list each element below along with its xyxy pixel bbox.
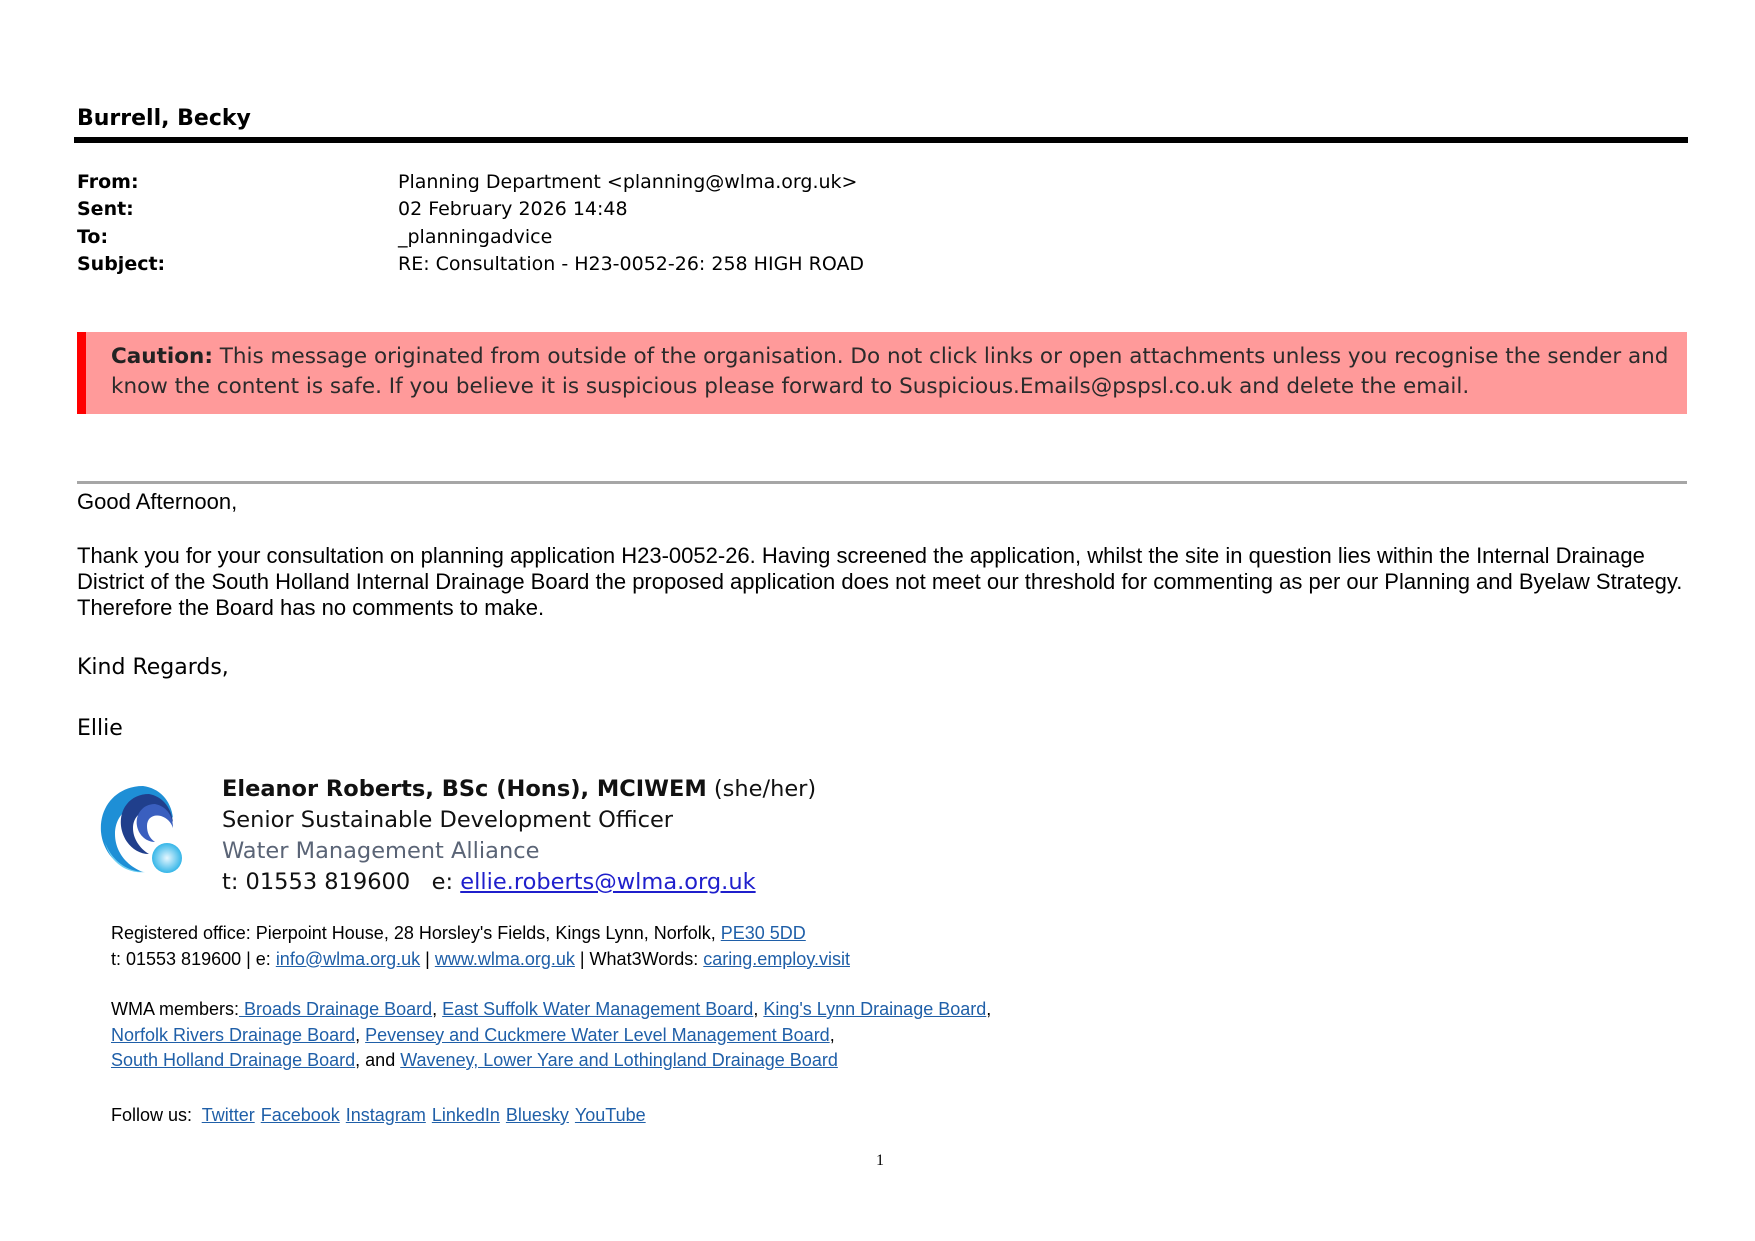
subject-value: RE: Consultation - H23-0052-26: 258 HIGH ROAD xyxy=(398,253,865,276)
and-text: , and xyxy=(355,1050,401,1070)
contact-line xyxy=(111,947,850,973)
to-value: _planningadvice xyxy=(398,225,553,248)
social-link-twitter[interactable]: Twitter xyxy=(201,1105,255,1125)
follow-label: Follow us: xyxy=(111,1105,202,1125)
social-link-bluesky[interactable]: Bluesky xyxy=(505,1105,569,1125)
member-link-east-suffolk[interactable]: East Suffolk Water Management Board xyxy=(442,999,754,1019)
email-signature xyxy=(222,774,816,898)
greeting: Good Afternoon, xyxy=(77,489,238,514)
social-link-linkedin[interactable]: LinkedIn xyxy=(431,1105,500,1125)
comma: , xyxy=(432,999,443,1019)
sent-row xyxy=(77,196,864,224)
signature-name: Eleanor Roberts, BSc (Hons), MCIWEM xyxy=(222,776,707,802)
member-link-broads[interactable]: Broads Drainage Board xyxy=(239,999,433,1019)
footer-office xyxy=(111,921,850,972)
what3words-link[interactable]: caring.employ.visit xyxy=(703,948,850,969)
signature-title: Senior Sustainable Development Officer xyxy=(222,807,674,833)
signature-email-prefix: e: xyxy=(431,869,461,895)
caution-label: Caution: xyxy=(111,344,213,369)
to-row xyxy=(77,223,864,251)
member-link-pevensey[interactable]: Pevensey and Cuckmere Water Level Management Board xyxy=(365,1024,830,1045)
members-line-2 xyxy=(111,1023,991,1049)
comma: , xyxy=(753,999,764,1019)
from-label: From: xyxy=(77,170,139,193)
signature-email-link[interactable]: ellie.roberts@wlma.org.uk xyxy=(460,869,756,895)
member-link-waveney[interactable]: Waveney, Lower Yare and Lothingland Drainage Board xyxy=(400,1050,838,1070)
footer-social xyxy=(111,1103,652,1129)
comma: , xyxy=(829,1024,835,1045)
to-label: To: xyxy=(77,225,109,248)
website-link[interactable]: www.wlma.org.uk xyxy=(434,948,575,969)
comma: , xyxy=(986,999,992,1019)
postcode-link[interactable]: PE30 5DD xyxy=(720,923,806,943)
signature-pronouns: (she/her) xyxy=(706,776,817,802)
signoff-name: Ellie xyxy=(77,716,123,741)
social-link-instagram[interactable]: Instagram xyxy=(345,1105,426,1125)
comma: , xyxy=(355,1024,366,1045)
email-header xyxy=(77,168,864,278)
contact-prefix: t: 01553 819600 | e: xyxy=(111,948,276,969)
from-row xyxy=(77,168,864,196)
from-value: Planning Department <planning@wlma.org.uk> xyxy=(398,170,858,193)
page-number: 1 xyxy=(876,1152,884,1169)
member-link-norfolk-rivers[interactable]: Norfolk Rivers Drainage Board xyxy=(111,1024,356,1045)
info-email-link[interactable]: info@wlma.org.uk xyxy=(275,948,421,969)
caution-message xyxy=(111,342,1671,402)
body-paragraph: Thank you for your consultation on planning application H23-0052-26. Having screened the application, whilst the site in question lies within the Internal Drainage District of the South Holland Internal Drainage Board the proposed application does not meet our threshold for commenting as per our Planning and Byelaw Strategy. Therefore the Board has no comments to make. xyxy=(77,543,1683,620)
sent-value: 02 February 2026 14:48 xyxy=(398,198,628,221)
signature-name-line xyxy=(222,774,816,805)
caution-banner xyxy=(77,332,1687,414)
what3words-prefix: | What3Words: xyxy=(574,948,704,969)
signature-phone: t: 01553 819600 xyxy=(222,869,411,895)
separator: | xyxy=(420,948,435,969)
signature-contact xyxy=(222,867,816,898)
caution-accent-bar xyxy=(77,332,86,414)
subject-row xyxy=(77,251,864,279)
members-line-1 xyxy=(111,997,991,1023)
closing-regards: Kind Regards, xyxy=(77,655,229,680)
sent-label: Sent: xyxy=(77,198,134,221)
member-link-south-holland[interactable]: South Holland Drainage Board xyxy=(111,1050,356,1070)
social-link-facebook[interactable]: Facebook xyxy=(260,1105,340,1125)
member-link-kings-lynn[interactable]: King's Lynn Drainage Board xyxy=(763,999,987,1019)
signature-org: Water Management Alliance xyxy=(222,838,540,864)
members-label: WMA members: xyxy=(111,999,240,1019)
registered-office-text: Registered office: Pierpoint House, 28 Horsley's Fields, Kings Lynn, Norfolk, xyxy=(111,923,721,943)
social-link-youtube[interactable]: YouTube xyxy=(574,1105,646,1125)
caution-text: This message originated from outside of the organisation. Do not click links or open attachments unless you recognise the sender and know the content is safe. If you believe it is suspicious please forward to Suspicious.Emails@pspsl.co.uk and delete the email. xyxy=(111,344,1669,399)
subject-label: Subject: xyxy=(77,253,166,276)
mailbox-owner-name: Burrell, Becky xyxy=(77,106,251,131)
header-divider xyxy=(74,137,1688,143)
registered-office-line xyxy=(111,921,850,947)
water-swirl-logo-icon xyxy=(97,782,189,876)
footer-members xyxy=(111,997,991,1074)
members-line-3 xyxy=(111,1048,991,1074)
body-divider xyxy=(77,481,1687,484)
